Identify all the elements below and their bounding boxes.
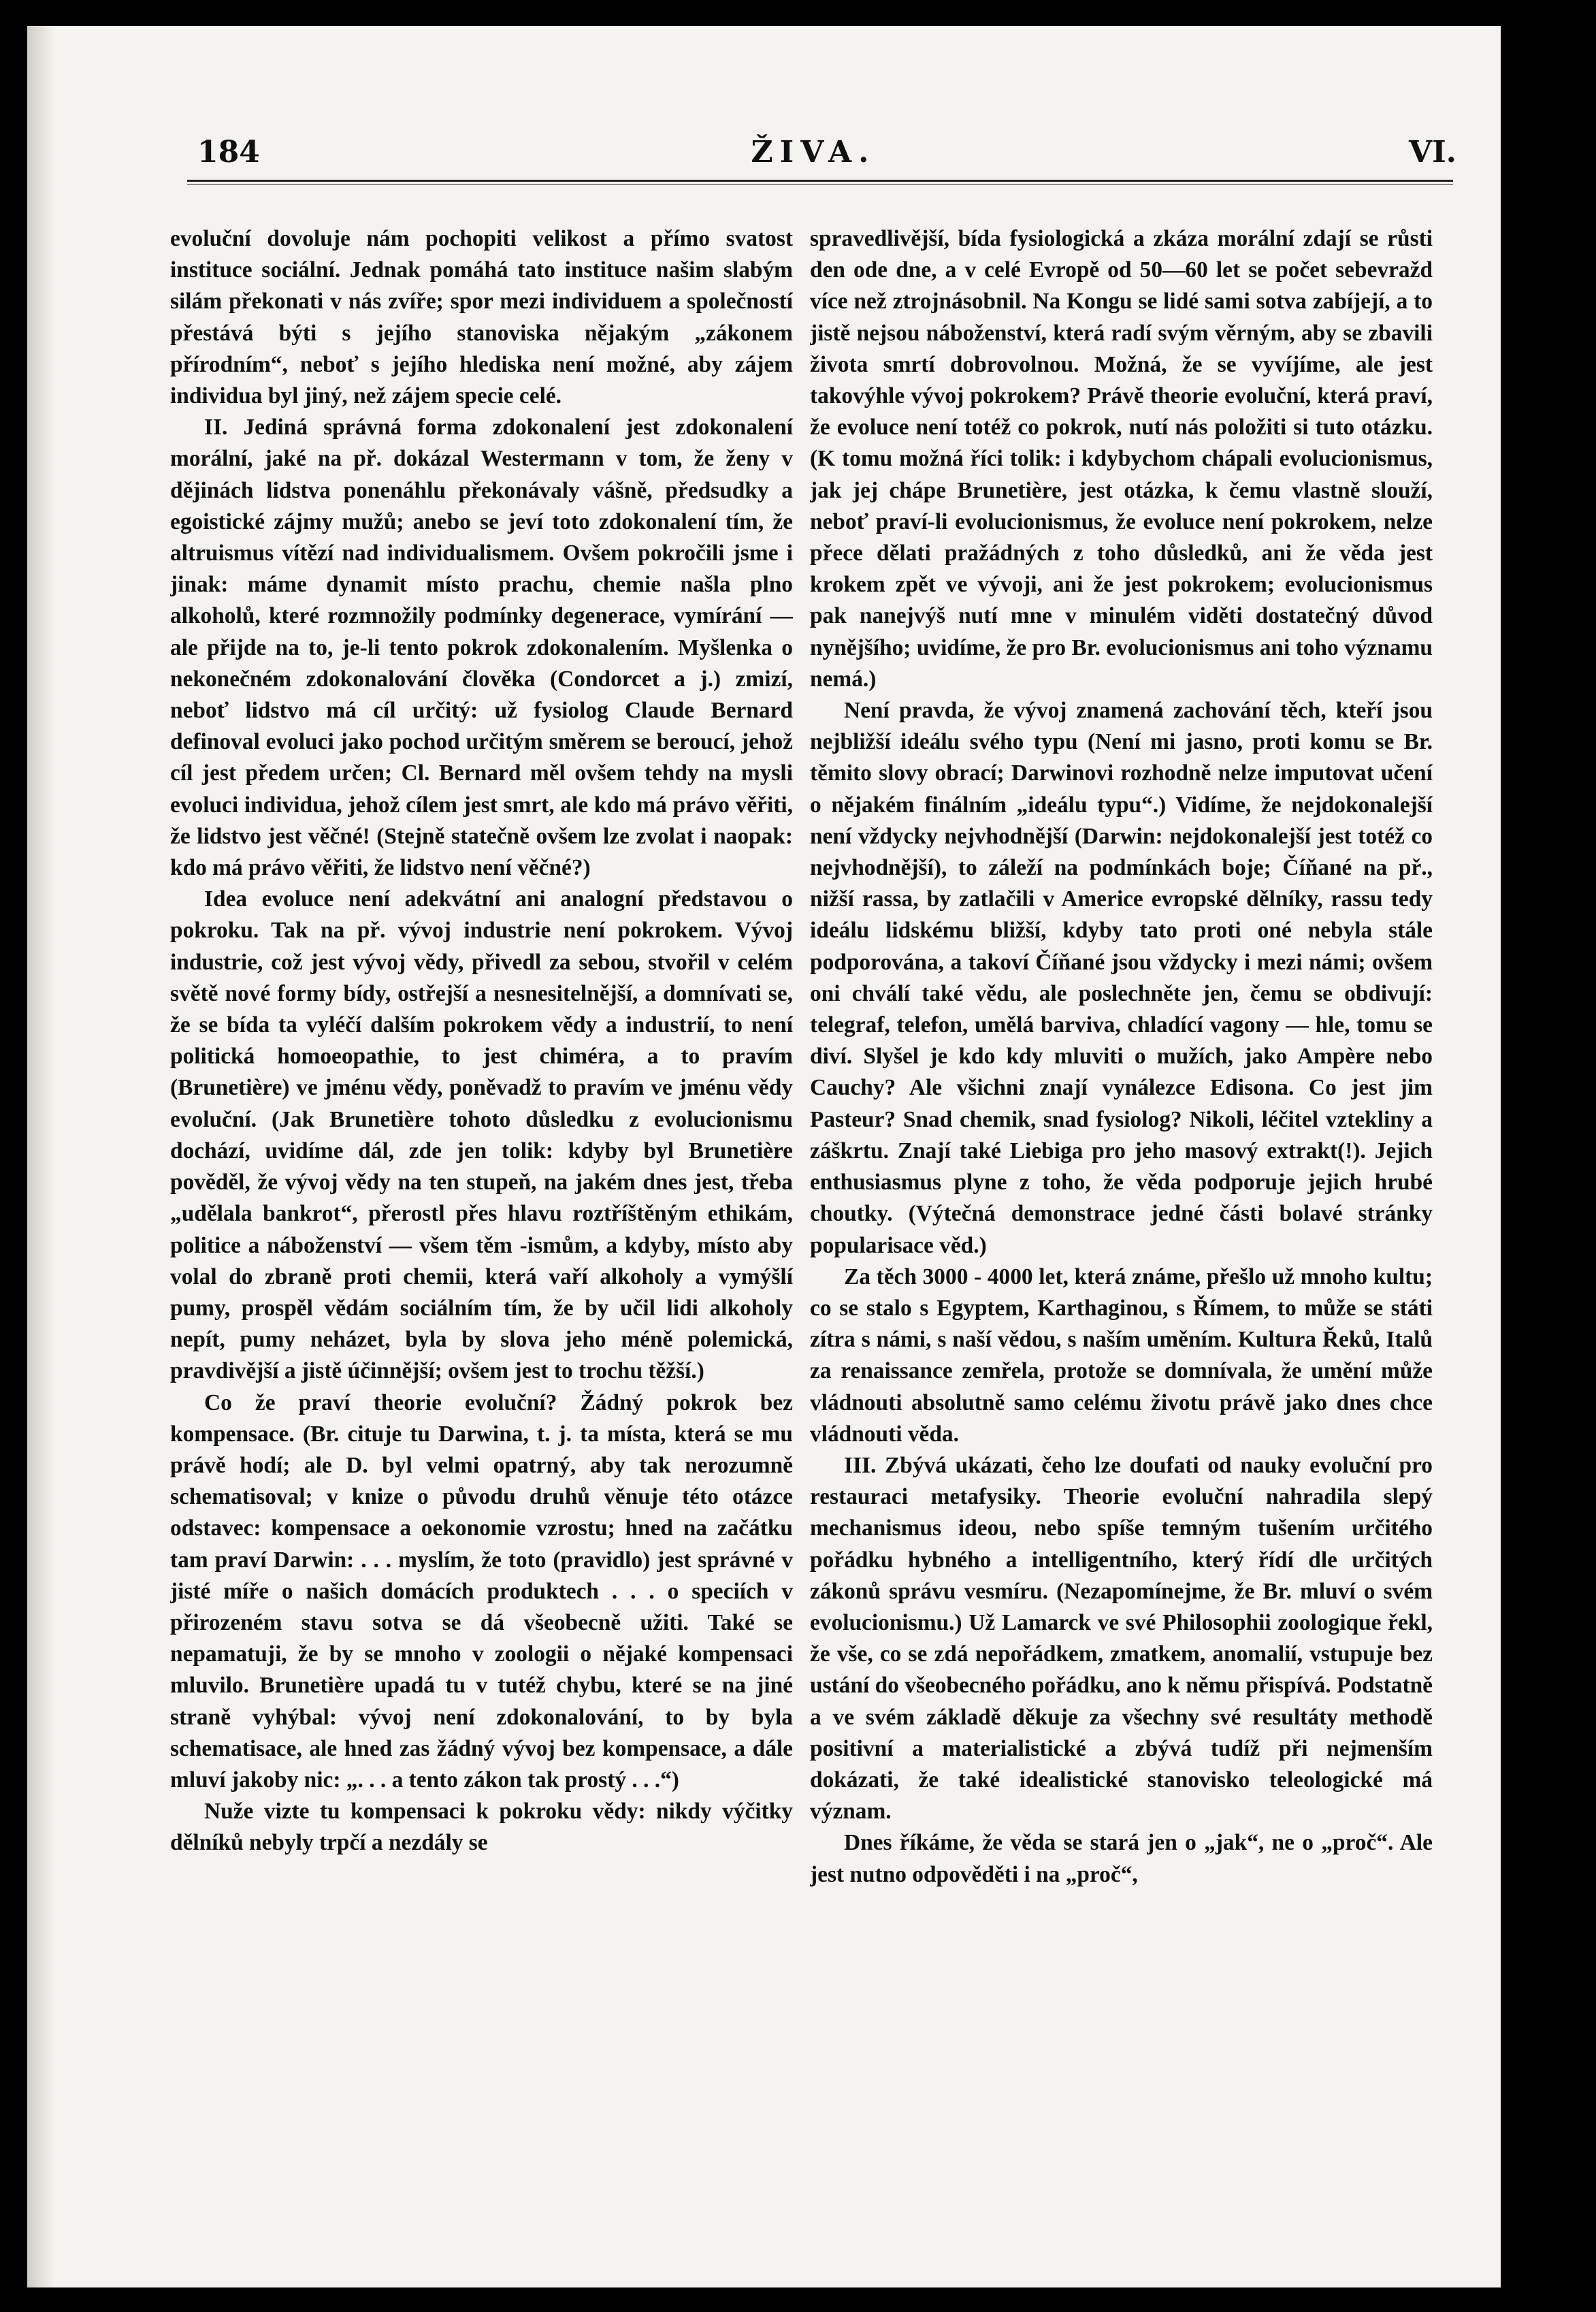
paragraph: spravedlivější, bída fysiologická a zkáza morální zdají se růsti den ode dne, a v celé Evropě od 50—60 let se počet sebevražd více než ztrojnásobnil. Na Kongu se lidé sami sotva zabíjejí, a to jistě nejsou náboženství, která radí svým věrným, aby se zbavili života smrtí dobrovolnou. Možná, že se vyvíjíme, ale jest takovýhle vývoj pokrokem? Právě theorie evoluční, která praví, že evoluce není totéž co pokrok, nutí nás položiti si tuto otázku. (K tomu možná říci tolik: i kdybychom chápali evolucionismus, jak jej chápe Brunetière, jest otázka, k čemu vlastně slouží, neboť praví-li evolucionismus, že evoluce není pokrokem, nelze přece dělati pražádných z toho důsledků, ani že věda jest krokem zpět ve vývoji, ani že jest pokrokem; evolucionismus pak nanejvýš nutí mne v minulém viděti dostatečný důvod nynějšího; uvidíme, že pro Br. evolucionismus ani toho významu nemá.)	[810, 226, 1433, 692]
paragraph: Idea evoluce není adekvátní ani analogní představou o pokroku. Tak na př. vývoj industrie není pokrokem. Vývoj industrie, což jest vývoj vědy, přivedl za sebou, stvořil v celém světě nové formy bídy, ostřejší a nesnesitelnější, a domnívati se, že se bída ta vyléčí dalším pokrokem vědy a industrií, to není politická homoeopathie, to jest chiméra, a to pravím (Brunetière) ve jménu vědy, poněvadž to pravím ve jménu vědy evoluční. (Jak Brunetière tohoto důsledku z evolucionismu dochází, uvidíme dál, zde jen tolik: kdyby byl Brunetière pověděl, že vývoj vědy na ten stupeň, na jakém dnes jest, třeba „udělala bankrot“, přerostl přes hlavu roztříštěným ethikám, politice a náboženství — všem těm -ismům, a kdyby, místo aby volal do zbraně proti chemii, která vaří alkoholy a vymýšlí pumy, prospěl vědám sociálním tím, že by učil lidi alkoholy nepít, pumy neházet, byla by slova jeho méně polemická, pravdivější a jistě účinnější; ovšem jest to trochu těžší.)	[170, 886, 793, 1384]
paragraph: III. Zbývá ukázati, čeho lze doufati od nauky evoluční pro restauraci metafysiky. Theorie evoluční nahradila slepý mechanismus ideou, nebo spíše temným tušením určitého pořádku hybného a intelligentního, který řídí dle určitých zákonů správu vesmíru. (Nezapomínejme, že Br. mluví o svém evolucionismu.) Už Lamarck ve své Philosophii zoologique řekl, že vše, co se zdá nepořádkem, zmatkem, anomalií, vstupuje bez ustání do všeobecného pořádku, ano k němu přispívá. Podstatně a ve svém základě děkuje za všechny své resultáty methodě positivní a materialistické a zbývá tudíž při nejmenším dokázati, že také idealistické stanovisko teleologické má význam.	[810, 1452, 1433, 1825]
volume-number: VI.	[1408, 135, 1456, 170]
paragraph: Není pravda, že vývoj znamená zachování těch, kteří jsou nejbližší ideálu svého typu (Není mi jasno, proti komu se Br. těmito slovy obrací; Darwinovi rozhodně nelze imputovat učení o nějakém finálním „ideálu typu“.) Vidíme, že nejdokonalejší není vždycky nejvhodnější (Darwin: nejdokonalejší jest totéž co nejvhodnější), to záleží na podmínkách boje; Číňané na př., nižší rassa, by zatlačili v Americe evropské dělníky, rassu tedy ideálu lidskému bližší, kdyby tato proti oné nebyla stále podporována, a takoví Číňané jsou vždycky i mezi námi; ovšem oni chválí také vědu, ale poslechněte jen, čemu se obdivují: telegraf, telefon, umělá barviva, chladící vagony — hle, tomu se diví. Slyšel je kdo kdy mluviti o mužích, jako Ampère nebo Cauchy? Ale všichni znají vynálezce Edisona. Co jest jim Pasteur? Snad chemik, snad fysiolog? Nikoli, léčitel vztekliny a záškrtu. Znají také Liebiga pro jeho masový extrakt(!). Jejich enthusiasmus plyne z toho, že věda podporuje jejich hrubé choutky. (Výtečná demonstrace jedné části bolavé stránky popularisace věd.)	[810, 698, 1433, 1258]
right-column	[810, 223, 1433, 2259]
journal-title: ŽIVA.	[751, 135, 876, 170]
paragraph: II. Jediná správná forma zdokonalení jest zdokonalení morální, jaké na př. dokázal Westermann v tom, že ženy v dějinách lidstva ponenáhlu překonávaly vášně, předsudky a egoistické zájmy mužů; anebo se jeví toto zdokonalení tím, že altruismus vítězí nad individualismem. Ovšem pokročili jsme i jinak: máme dynamit místo prachu, chemie našla plno alkoholů, které rozmnožily podmínky degenerace, vymírání — ale přijde na to, je-li tento pokrok zdokonalením. Myšlenka o nekonečném zdokonalování člověka (Condorcet a j.) zmizí, neboť lidstvo má cíl určitý: už fysiolog Claude Bernard definoval evoluci jako pochod určitým směrem se beroucí, jehož cíl jest předem určen; Cl. Bernard měl ovšem tehdy na mysli evoluci individua, jehož cílem jest smrt, ale kdo má právo věřiti, že lidstvo jest věčné! (Stejně statečně ovšem lze zvolat i naopak: kdo má právo věřiti, že lidstvo není věčné?)	[170, 415, 793, 881]
paragraph: Dnes říkáme, že věda se stará jen o „jak“, ne o „proč“. Ale jest nutno odpověděti i na „proč“,	[810, 1830, 1433, 1887]
paragraph: Nuže vizte tu kompensaci k pokroku vědy: nikdy výčitky dělníků nebyly trpčí a nezdály se	[170, 1799, 793, 1856]
header-rule	[187, 180, 1453, 184]
scanned-page	[27, 26, 1501, 2287]
paragraph: Co že praví theorie evoluční? Žádný pokrok bez kompensace. (Br. cituje tu Darwina, t. j. ta místa, která se mu právě hodí; ale D. byl velmi opatrný, aby tak nerozumně schematisoval; v knize o původu druhů věnuje této otázce odstavec: kompensace a oekonomie vzrostu; hned na začátku tam praví Darwin: . . . myslím, že toto (pravidlo) jest správné v jisté míře o našich domácích produktech . . . o speciích v přirozeném stavu sotva se dá všeobecně užiti. Také se nepamatuji, že by se mnoho v zoologii o nějaké kompensaci mluvilo. Brunetière upadá tu v tutéž chybu, které se na jiné straně vyhýbal: vývoj není zdokonalování, to by byla schematisace, ale hned zas žádný vývoj bez kompensace, a dále mluví jakoby nic: „. . . a tento zákon tak prostý . . .“)	[170, 1390, 793, 1793]
page-number: 184	[197, 135, 260, 170]
left-column	[170, 223, 793, 2259]
paragraph: evoluční dovoluje nám pochopiti velikost a přímo svatost instituce sociální. Jednak pomáhá tato instituce našim slabým silám překonati v nás zvíře; spor mezi individuem a společností přestává býti s jejího stanoviska nějakým „zákonem přírodním“, neboť s jejího hlediska není možné, aby zájem individua byl jiný, než zájem specie celé.	[170, 226, 793, 409]
paragraph: Za těch 3000 - 4000 let, která známe, přešlo už mnoho kultu; co se stalo s Egyptem, Karthaginou, s Římem, to může se státi zítra s námi, s naší vědou, s naším uměním. Kultura Řeků, Italů za renaissance zemřela, protože se domnívala, že umění může vládnouti absolutně samo celému životu právě jako dnes chce vládnouti věda.	[810, 1264, 1433, 1447]
running-header	[170, 135, 1456, 182]
